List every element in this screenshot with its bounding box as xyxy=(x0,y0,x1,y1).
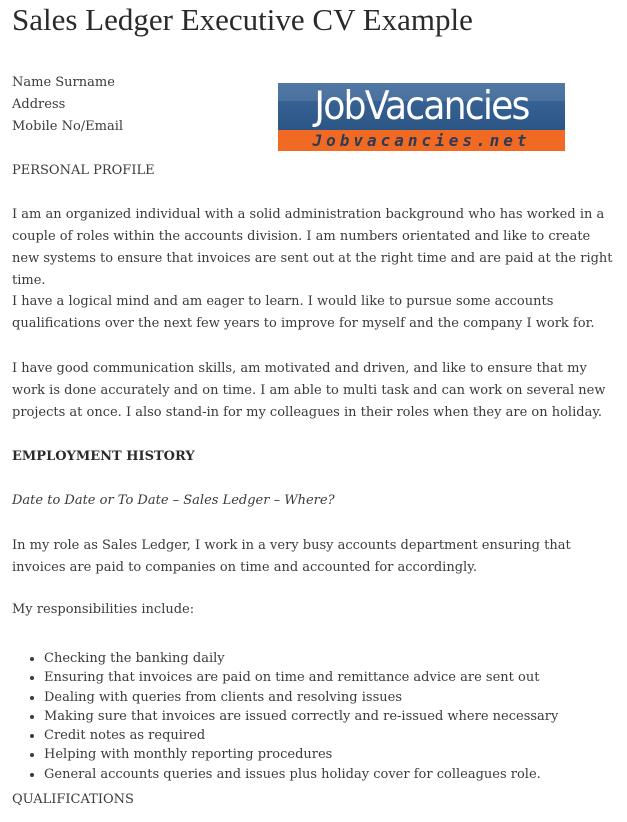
list-item: • Credit notes as required xyxy=(44,726,620,745)
responsibilities-list xyxy=(12,649,620,784)
logo-sub-text: Jobvacancies.net xyxy=(312,131,531,150)
list-item: • Checking the banking daily xyxy=(44,649,620,668)
qualifications-heading: QUALIFICATIONS xyxy=(12,792,134,807)
list-item: • Making sure that invoices are issued correctly and re-issued where necessary xyxy=(44,707,620,726)
list-item: • Helping with monthly reporting procedures xyxy=(44,745,620,764)
role-description: In my role as Sales Ledger, I work in a very busy accounts department ensuring that invoices are paid to companies on time and accounted for accordingly. xyxy=(12,538,571,575)
role-line: Date to Date or To Date – Sales Ledger – Where? xyxy=(12,493,335,508)
profile-paragraph-3: I have good communication skills, am motivated and driven, and like to ensure that my work is done accurately and on time. I am able to multi task and can work on several new projects at once. I also stand-in for my colleagues in their roles when they are on holiday. xyxy=(12,361,606,420)
profile-paragraph-1: I am an organized individual with a solid administration background who has worked in a couple of roles within the accounts division. I am numbers orientated and like to create new systems to ensure that invoices are sent out at the right time and are paid at the right time. xyxy=(12,207,613,288)
responsibilities-intro: My responsibilities include: xyxy=(12,602,195,617)
list-item: • General accounts queries and issues plus holiday cover for colleagues role. xyxy=(44,765,620,784)
list-item: • Ensuring that invoices are paid on time and remittance advice are sent out xyxy=(44,668,620,687)
profile-paragraph-2: I have a logical mind and am eager to learn. I would like to pursue some accounts qualifications over the next few years to improve for myself and the company I work for. xyxy=(12,294,595,331)
page-title: Sales Ledger Executive CV Example xyxy=(12,2,473,37)
list-item: • Dealing with queries from clients and resolving issues xyxy=(44,688,620,707)
logo-main-text: JobVacancies xyxy=(314,84,529,129)
contact-address: Address xyxy=(12,97,66,112)
personal-profile-heading: PERSONAL PROFILE xyxy=(12,163,155,178)
contact-name: Name Surname xyxy=(12,75,115,90)
jobvacancies-logo xyxy=(278,83,565,151)
contact-mobile-email: Mobile No/Email xyxy=(12,119,124,134)
employment-history-heading: EMPLOYMENT HISTORY xyxy=(12,449,195,464)
